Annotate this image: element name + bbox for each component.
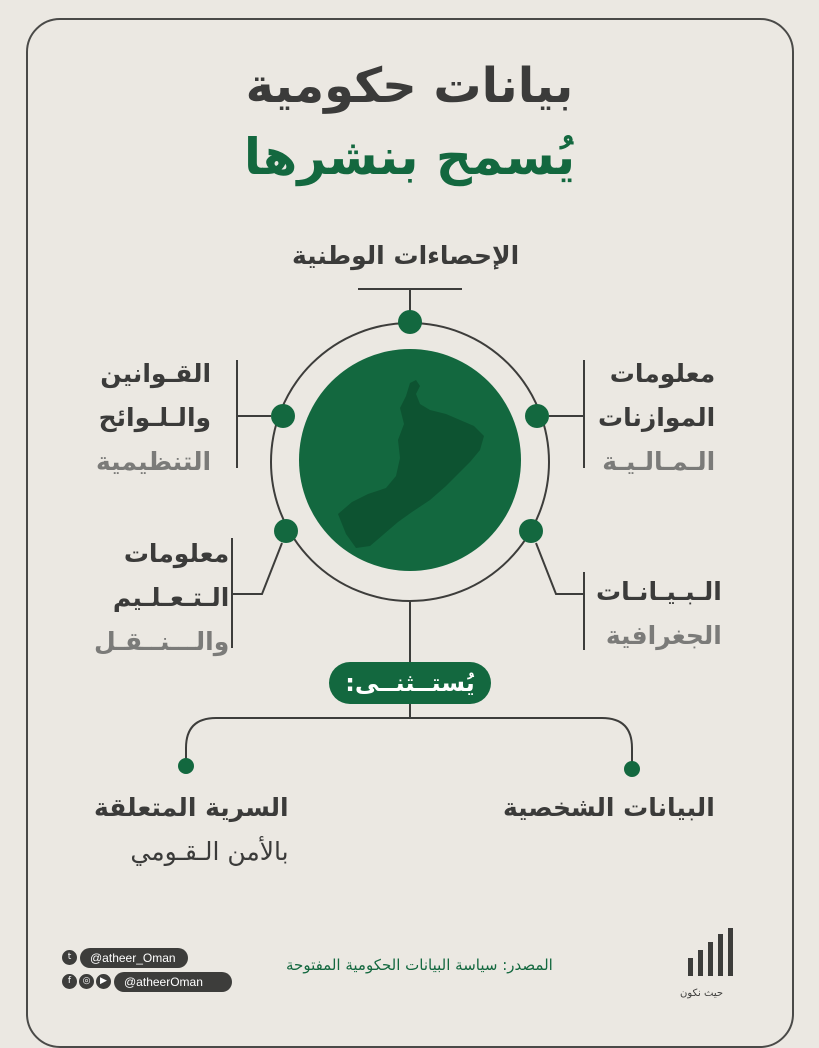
- label-national-statistics: الإحصاءات الوطنية: [292, 241, 520, 270]
- atheer-logo-icon: [684, 928, 744, 988]
- twitter-icon[interactable]: t: [62, 950, 77, 965]
- social-handle[interactable]: @atheerOman: [114, 972, 232, 992]
- exceptions-badge: يُستــثنــى:: [329, 662, 491, 704]
- exception-national-security: السرية المتعلقة بالأمن الـقـومي: [94, 793, 289, 866]
- facebook-icon[interactable]: f: [62, 974, 77, 989]
- twitter-handle[interactable]: @atheer_Oman: [80, 948, 188, 968]
- label-education-transport: معلومات الـتـعـلـيم والـــنــقـل: [94, 539, 230, 656]
- source-text: المصدر: سياسة البيانات الحكومية المفتوحة: [286, 956, 553, 974]
- label-laws-regulations: القـوانين والـلـوائح التنظيمية: [96, 359, 212, 476]
- label-geographic-data: الـبـيـانـات الجغرافية: [596, 577, 722, 650]
- title-line2: يُسمح بنشرها: [243, 128, 576, 186]
- instagram-icon[interactable]: ◎: [79, 974, 94, 989]
- label-budget-info: معلومات الموازنات الـمـالـيـة: [598, 359, 716, 476]
- youtube-icon[interactable]: ▶: [96, 974, 111, 989]
- title-line1: بيانات حكومية: [245, 58, 574, 114]
- exception-personal-data: البيانات الشخصية: [503, 793, 715, 822]
- logo-tagline: حيث نكون: [680, 988, 724, 999]
